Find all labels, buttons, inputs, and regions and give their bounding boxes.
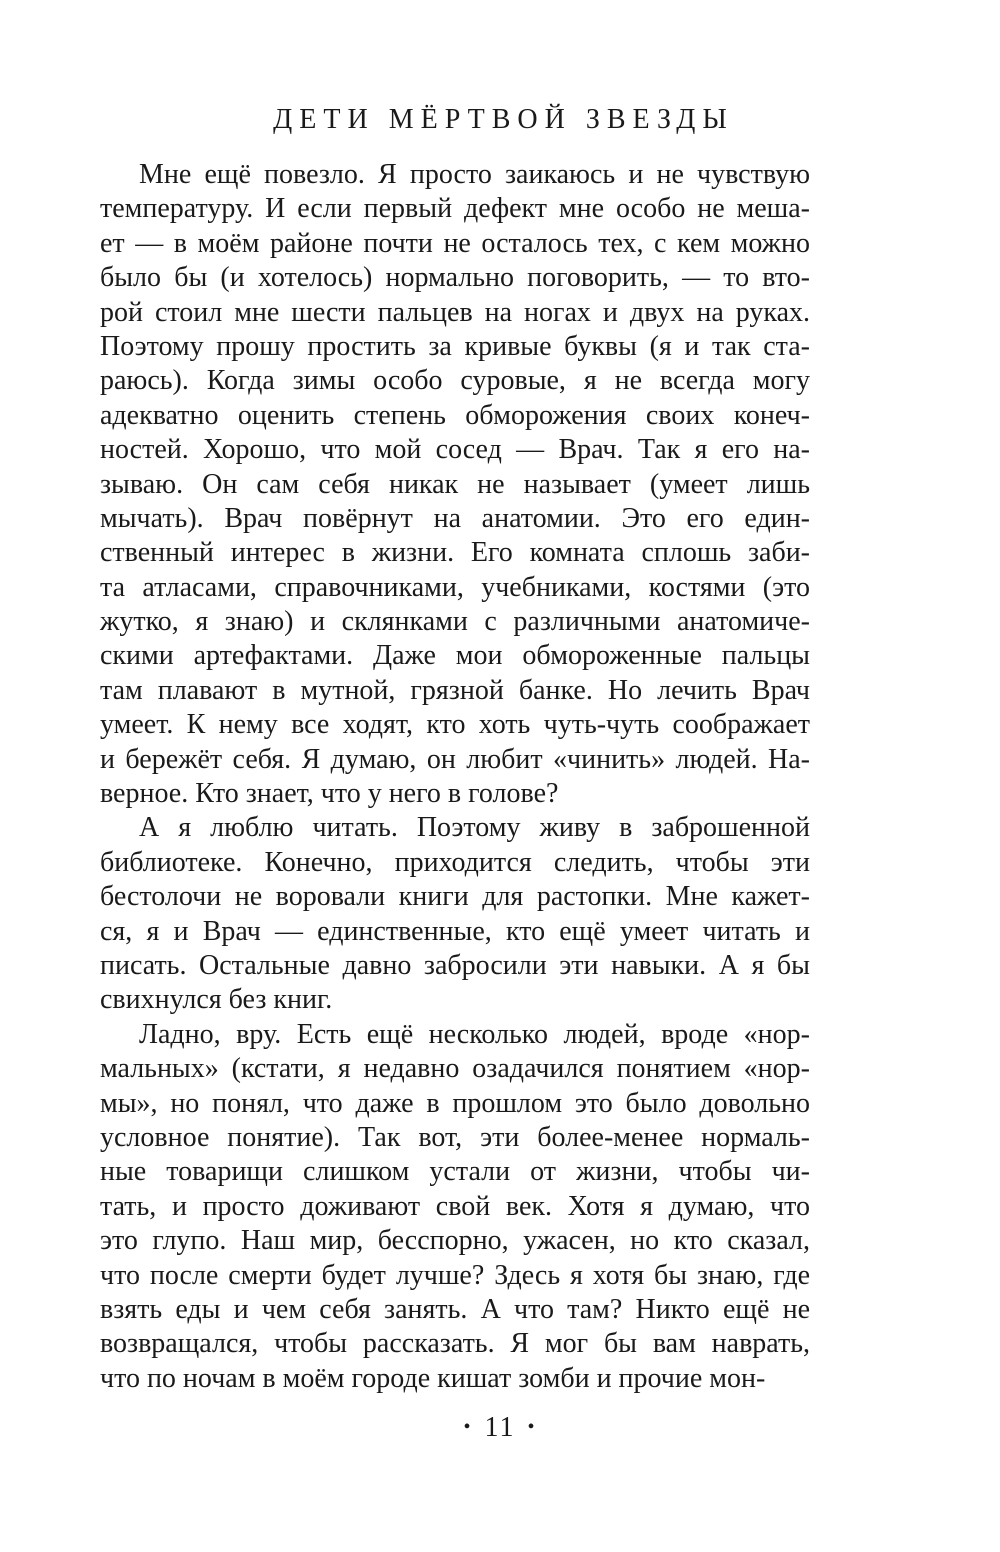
text-line: ственный интерес в жизни. Его комната сплошь заби- <box>100 537 810 569</box>
text-line: Поэтому прошу простить за кривые буквы (я и так ста- <box>100 330 810 362</box>
text-line: свихнулся без книг. <box>100 984 333 1016</box>
text-line: это глупо. Наш мир, бесспорно, ужасен, но кто сказал, <box>100 1225 810 1257</box>
text-line: и бережёт себя. Я думаю, он любит «чинить» людей. На- <box>100 743 810 775</box>
text-line: жутко, я знаю) и склянками с различными анатомиче- <box>100 606 810 638</box>
text-line: верное. Кто знает, что у него в голове? <box>100 778 559 810</box>
text-line: та атласами, справочниками, учебниками, костями (это <box>100 571 810 603</box>
text-line: возвращался, чтобы рассказать. Я мог бы вам наврать, <box>100 1328 810 1360</box>
text-line: зываю. Он сам себя никак не называет (умеет лишь <box>100 468 810 500</box>
text-line: условное понятие). Так вот, эти более-менее нормаль- <box>100 1121 810 1153</box>
text-line: адекватно оценить степень обморожения своих конеч- <box>100 399 810 431</box>
text-line: скими артефактами. Даже мои обмороженные пальцы <box>100 640 810 672</box>
text-line: писать. Остальные давно забросили эти навыки. А я бы <box>100 949 810 981</box>
text-line: библиотеке. Конечно, приходится следить, чтобы эти <box>100 846 810 878</box>
text-line: раюсь). Когда зимы особо суровые, я не всегда могу <box>100 365 810 397</box>
text-line: ностей. Хорошо, что мой сосед — Врач. Так я его на- <box>100 434 810 466</box>
text-line: там плавают в мутной, грязной банке. Но лечить Врач <box>100 674 810 706</box>
text-line: Ладно, вру. Есть ещё несколько людей, вроде «нор- <box>139 1018 810 1050</box>
text-line: взять еды и чем себя занять. А что там? Никто ещё не <box>100 1293 810 1325</box>
text-line: ные товарищи слишком устали от жизни, чтобы чи- <box>100 1156 810 1188</box>
text-line: ет — в моём районе почти не осталось тех, с кем можно <box>100 227 810 259</box>
text-line: мычать). Врач повёрнут на анатомии. Это его един- <box>100 502 810 534</box>
text-line: тать, и просто доживают свой век. Хотя я думаю, что <box>100 1190 810 1222</box>
folio-bullet-left: • <box>463 1416 473 1438</box>
text-line: бестолочи не воровали книги для растопки. Мне кажет- <box>100 881 810 913</box>
text-line: Мне ещё повезло. Я просто заикаюсь и не чувствую <box>139 159 810 190</box>
text-line: ся, я и Врач — единственные, кто ещё умеет читать и <box>100 915 810 947</box>
page-number: 11 <box>484 1412 516 1443</box>
text-line: мальных» (кстати, я недавно озадачился понятием «нор- <box>100 1053 810 1085</box>
text-line: рой стоил мне шести пальцев на ногах и двух на руках. <box>100 296 810 328</box>
text-line: температуру. И если первый дефект мне особо не меша- <box>100 193 810 225</box>
running-title: ДЕТИ МЁРТВОЙ ЗВЕЗДЫ <box>273 104 734 135</box>
body-text <box>100 158 810 1396</box>
text-line: умеет. К нему все ходят, кто хоть чуть-чуть соображает <box>100 709 810 741</box>
page-folio <box>0 1412 1000 1444</box>
text-line: мы», но понял, что даже в прошлом это было довольно <box>100 1087 810 1119</box>
text-line: что по ночам в моём городе кишат зомби и прочие мон- <box>100 1362 766 1394</box>
text-line: А я люблю читать. Поэтому живу в заброшенной <box>139 812 810 844</box>
folio-bullet-right: • <box>527 1416 537 1438</box>
text-line: было бы (и хотелось) нормально поговорить, — то вто- <box>100 262 810 294</box>
text-line: что после смерти будет лучше? Здесь я хотя бы знаю, где <box>100 1259 810 1291</box>
